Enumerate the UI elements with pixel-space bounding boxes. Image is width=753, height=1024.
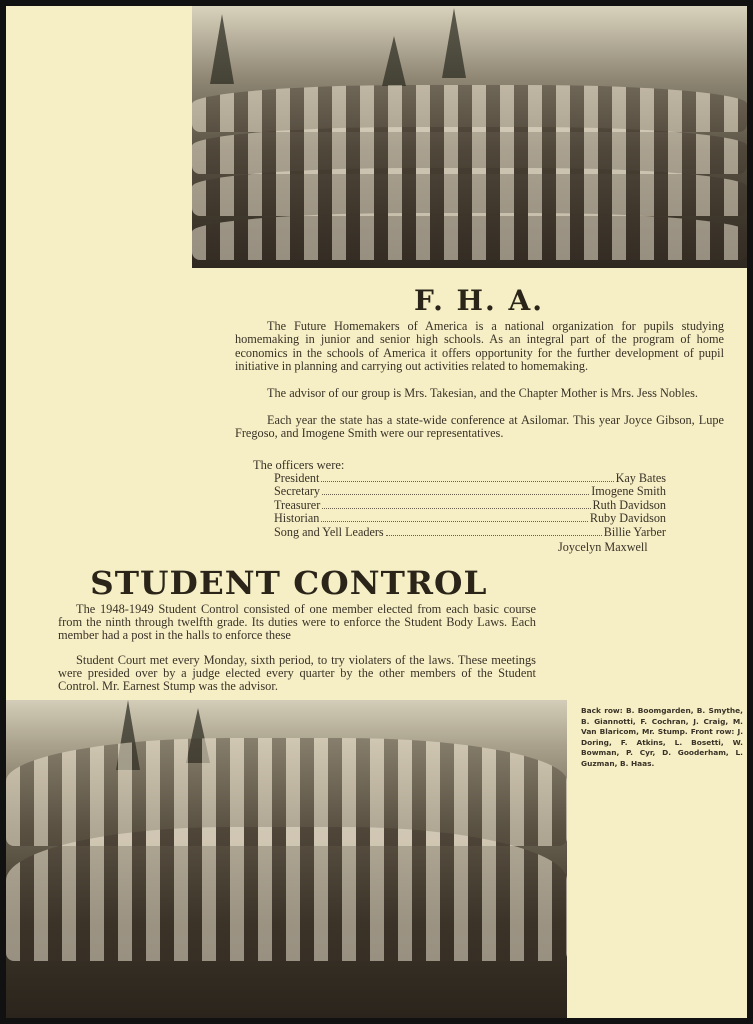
officer-row <box>274 472 666 485</box>
student-control-paragraph-1: The 1948-1949 Student Control consisted of one member elected from each basic course from the ninth through twelfth grade. Its duties were to enforce the Student Body Laws. Each member had a post in the halls to enforce these <box>58 602 536 643</box>
leader-dots <box>321 481 613 482</box>
officer-role: Treasurer <box>274 497 321 512</box>
photo-row <box>6 827 567 961</box>
fha-paragraph-2: The advisor of our group is Mrs. Takesian, and the Chapter Mother is Mrs. Jess Nobles. <box>267 386 698 400</box>
tree-silhouette <box>442 8 466 78</box>
officer-row <box>274 512 666 525</box>
photo-row <box>192 213 747 260</box>
photo-row <box>192 127 747 174</box>
officer-role: Secretary <box>274 484 321 499</box>
yearbook-page <box>6 6 747 1018</box>
officer-name: Kay Bates <box>615 471 666 485</box>
officer-name: Ruby Davidson <box>589 511 666 526</box>
officer-row <box>274 526 666 539</box>
tree-silhouette <box>382 36 406 86</box>
officer-row <box>274 499 666 512</box>
fha-paragraph-1: The Future Homemakers of America is a national organization for pupils studying homemaking in junior and senior high schools. As an integral part of the program of home economics in the schools of America it offers opportunity for the further development of pupil initiative in planning and carrying out activities related to homemaking. <box>235 319 724 374</box>
leader-dots <box>322 494 589 495</box>
tree-silhouette <box>210 14 234 84</box>
fha-group-photo <box>192 6 747 268</box>
officer-name: Imogene Smith <box>591 484 666 499</box>
officers-list <box>274 472 666 539</box>
officer-role: Historian <box>274 511 320 526</box>
student-control-title: STUDENT CONTROL <box>90 564 488 602</box>
officer-role: President <box>274 471 320 485</box>
leader-dots <box>386 535 602 536</box>
student-control-group-photo <box>6 700 567 1018</box>
photo-row <box>192 85 747 132</box>
officer-name-continued: Joycelyn Maxwell <box>558 540 648 554</box>
officer-row <box>274 485 666 498</box>
fha-paragraph-3: Each year the state has a state-wide conference at Asilomar. This year Joyce Gibson, Lupe Fregoso, and Imogene Smith were our representatives. <box>235 413 724 441</box>
officer-name: Ruth Davidson <box>592 497 666 512</box>
student-control-paragraph-2: Student Court met every Monday, sixth period, to try violaters of the laws. These meetings were presided over by a judge elected every quarter by the other members of the Student Control. Mr. Earnest Stump was the advisor. <box>58 653 536 694</box>
officer-name: Billie Yarber <box>603 524 666 539</box>
photo-caption: Back row: B. Boomgarden, B. Smythe, B. Giannotti, F. Cochran, J. Craig, M. Van Blaricom, Mr. Stump. Front row: J. Doring, F. Atkins, L. Bosetti, W. Bowman, P. Cyr, D. Gooderham, L. Guzman, B. Haas. <box>581 706 743 768</box>
leader-dots <box>322 508 590 509</box>
officers-label: The officers were: <box>253 458 345 472</box>
photo-row <box>192 168 747 215</box>
officer-role: Song and Yell Leaders <box>274 524 384 539</box>
leader-dots <box>321 521 587 522</box>
fha-title: F. H. A. <box>414 284 544 317</box>
